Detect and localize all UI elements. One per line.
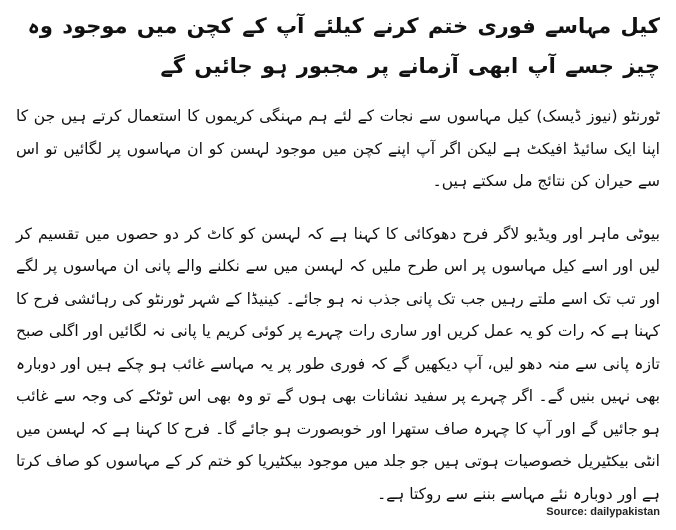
article-paragraph: ٹورنٹو (نیوز ڈیسک) کیل مہاسوں سے نجات کے لئے ہم مہنگی کریموں کا استعمال کرتے ہیں جن کا اپنا ایک سائیڈ افیکٹ ہے لیکن اگر آپ اپنے کچن میں موجود لہسن کو ان مہاسوں پر لگائیں تو اس سے حیران کن نتائج مل سکتے ہیں۔ <box>16 107 660 190</box>
article-title: کیل مہاسے فوری ختم کرنے کیلئے آپ کے کچن میں موجود وہ چیز جسے آپ ابھی آزمانے پر مجبور ہو جائیں گے <box>27 14 660 78</box>
article-paragraph: بیوٹی ماہر اور ویڈیو لاگر فرح دھوکائی کا کہنا ہے کہ لہسن کو کاٹ کر دو حصوں میں تقسیم کر لیں اور اسے کیل مہاسوں پر اس طرح ملیں کہ لہسن میں سے نکلنے والے پانی ان مہاسوں پر لگے اور تب تک اسے ملتے رہیں جب تک پانی جذب نہ ہو جائے۔ کینیڈا کے شہر ٹورنٹو کی رہائشی فرح کا کہنا ہے کہ رات کو یہ عمل کریں اور ساری رات چہرے پر کوئی کریم یا پانی نہ لگائیں اور اگلی صبح تازہ پانی سے منہ دھو لیں، آپ دیکھیں گے کہ فوری طور پر یہ مہاسے غائب ہو چکے ہیں اور دوبارہ بھی نہیں بنیں گے۔ اگر چہرے پر سفید نشانات بھی ہوں گے تو وہ بھی اس ٹوٹکے کی وجہ سے غائب ہو جائیں گے اور آپ کا چہرہ صاف ستھرا اور خوبصورت ہو جائے گا۔ فرح کا کہنا ہے کہ لہسن میں انٹی بیکٹیریل خصوصیات ہوتی ہیں جو جلد میں موجود بیکٹیریا کو ختم کر کے مہاسوں کو صاف کرتا ہے اور دوبارہ نئے مہاسے بننے سے روکتا ہے۔ <box>16 224 660 503</box>
source-credit: Source: dailypakistan <box>546 506 660 518</box>
article <box>16 6 660 530</box>
